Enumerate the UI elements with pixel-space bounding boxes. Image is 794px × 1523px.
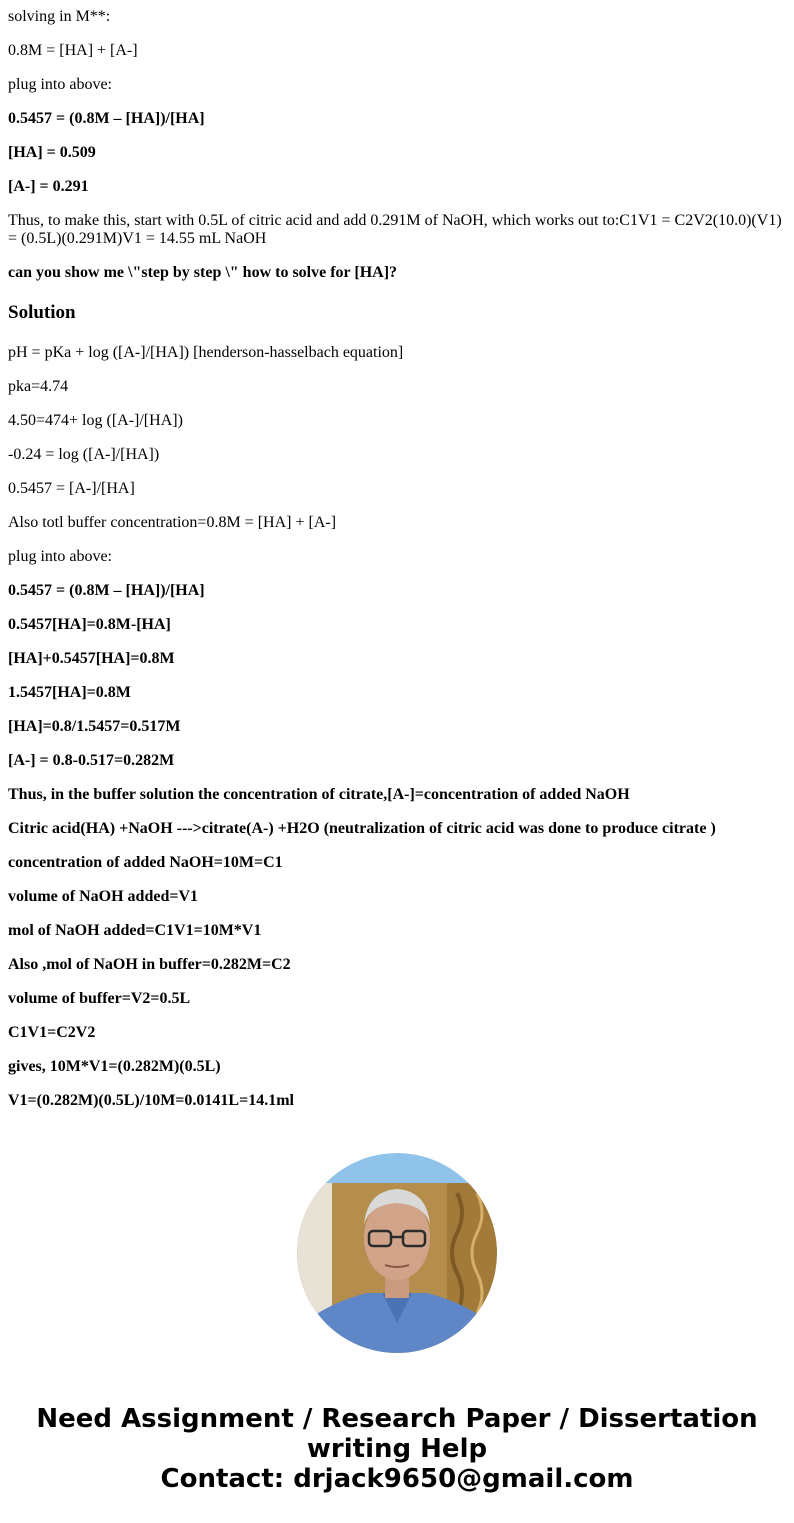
- solution-line: concentration of added NaOH=10M=C1: [8, 854, 283, 871]
- solution-line: pH = pKa + log ([A-]/[HA]) [henderson-hasselbach equation]: [8, 344, 404, 361]
- question-line: solving in M**:: [8, 8, 111, 25]
- solution-line: volume of buffer=V2=0.5L: [8, 990, 191, 1007]
- promo-contact: Contact: drjack9650@gmail.com: [160, 1464, 634, 1494]
- document-body: [8, 0, 786, 1110]
- question-line: [HA] = 0.509: [8, 144, 96, 161]
- question-line: plug into above:: [8, 76, 112, 93]
- solution-line: gives, 10M*V1=(0.282M)(0.5L): [8, 1058, 221, 1075]
- question-line: Thus, to make this, start with 0.5L of citric acid and add 0.291M of NaOH, which works out to:C1V1 = C2V2(10.0)(V1) = (0.5L)(0.291M)V1 = 14.55 mL NaOH: [8, 212, 782, 247]
- question-line: [A-] = 0.291: [8, 178, 89, 195]
- solution-line: 0.5457 = (0.8M – [HA])/[HA]: [8, 582, 205, 599]
- promo-line-2: writing Help: [306, 1434, 488, 1464]
- question-line: can you show me \"step by step \" how to solve for [HA]?: [8, 264, 398, 281]
- solution-line: mol of NaOH added=C1V1=10M*V1: [8, 922, 262, 939]
- solution-line: Thus, in the buffer solution the concentration of citrate,[A-]=concentration of added NaOH: [8, 786, 630, 803]
- solution-line: pka=4.74: [8, 378, 69, 395]
- promo-banner: [0, 1404, 794, 1494]
- solution-line: 0.5457 = [A-]/[HA]: [8, 480, 135, 497]
- solution-text: [8, 344, 786, 1110]
- solution-line: [A-] = 0.8-0.517=0.282M: [8, 752, 175, 769]
- question-line: 0.5457 = (0.8M – [HA])/[HA]: [8, 110, 205, 127]
- solution-line: Also totl buffer concentration=0.8M = [HA] + [A-]: [8, 514, 337, 531]
- question-text: [8, 8, 786, 282]
- promo-line-1: Need Assignment / Research Paper / Dissertation: [36, 1404, 758, 1434]
- solution-line: plug into above:: [8, 548, 112, 565]
- question-line: 0.8M = [HA] + [A-]: [8, 42, 138, 59]
- solution-line: 4.50=474+ log ([A-]/[HA]): [8, 412, 183, 429]
- solution-heading: Solution: [8, 302, 76, 323]
- author-avatar: [297, 1153, 497, 1353]
- solution-line: C1V1=C2V2: [8, 1024, 96, 1041]
- solution-line: Citric acid(HA) +NaOH --->citrate(A-) +H2O (neutralization of citric acid was done to produce citrate ): [8, 820, 716, 837]
- author-photo-illustration: [297, 1153, 497, 1353]
- solution-line: [HA]+0.5457[HA]=0.8M: [8, 650, 175, 667]
- solution-line: volume of NaOH added=V1: [8, 888, 199, 905]
- solution-line: 1.5457[HA]=0.8M: [8, 684, 131, 701]
- solution-line: Also ,mol of NaOH in buffer=0.282M=C2: [8, 956, 291, 973]
- solution-line: V1=(0.282M)(0.5L)/10M=0.0141L=14.1ml: [8, 1092, 294, 1109]
- solution-line: -0.24 = log ([A-]/[HA]): [8, 446, 160, 463]
- solution-line: 0.5457[HA]=0.8M-[HA]: [8, 616, 171, 633]
- solution-line: [HA]=0.8/1.5457=0.517M: [8, 718, 181, 735]
